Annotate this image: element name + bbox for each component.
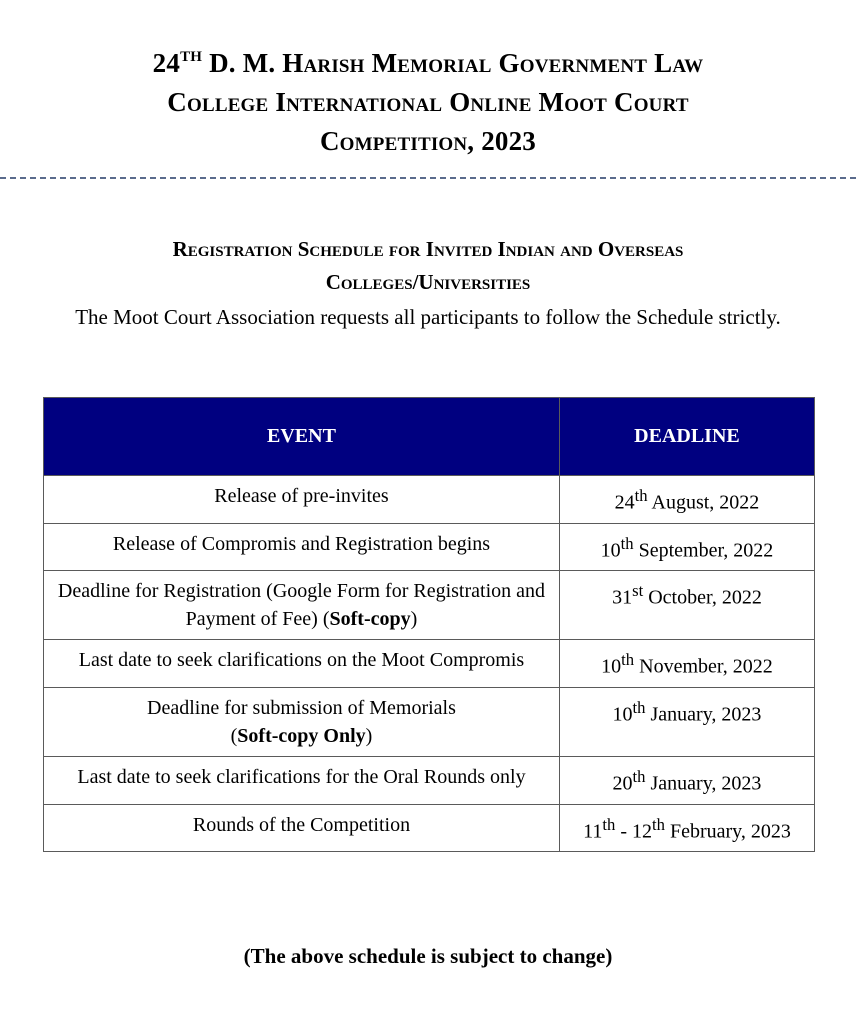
deadline-day-suffix: th — [602, 814, 616, 834]
deadline-end-suffix: th — [651, 814, 665, 834]
event-cell: Release of Compromis and Registration begins — [44, 523, 560, 571]
deadline-day-suffix: th — [632, 697, 646, 717]
deadline-rest: October, 2022 — [643, 586, 762, 609]
deadline-cell — [559, 476, 814, 524]
table-row — [44, 476, 815, 524]
deadline-column-header: DEADLINE — [559, 398, 814, 476]
deadline-cell — [559, 571, 814, 640]
event-cell: Rounds of the Competition — [44, 804, 560, 852]
deadline-day: 24 — [614, 491, 635, 514]
table-header-row — [44, 398, 815, 476]
edition-suffix: TH — [180, 49, 203, 65]
event-cell: Last date to seek clarifications for the Oral Rounds only — [44, 756, 560, 804]
table-row — [44, 756, 815, 804]
table-row — [44, 571, 815, 640]
deadline-rest: January, 2023 — [645, 772, 762, 795]
event-cell: Last date to seek clarifications on the Moot Compromis — [44, 640, 560, 688]
table-row — [44, 640, 815, 688]
deadline-day: 10 — [601, 655, 622, 678]
schedule-note: (The above schedule is subject to change) — [243, 944, 613, 968]
event-cell: Deadline for submission of Memorials (Soft-copy Only) — [44, 687, 560, 756]
event-column-header: EVENT — [44, 398, 560, 476]
deadline-rest: September, 2022 — [633, 539, 774, 562]
schedule-heading-line-2: Colleges/Universities — [325, 270, 531, 294]
event-cell — [44, 571, 560, 640]
deadline-day: 10 — [612, 703, 633, 726]
dashed-divider — [0, 177, 856, 179]
deadline-rest: January, 2023 — [645, 703, 762, 726]
deadline-day: 10 — [600, 539, 621, 562]
event-text: Deadline for Registration (Google Form for Registration and Payment of Fee) ( — [57, 580, 546, 631]
deadline-day-suffix: th — [620, 533, 634, 553]
deadline-cell — [559, 804, 814, 852]
event-emphasis: Soft-copy — [329, 608, 411, 631]
deadline-cell — [559, 640, 814, 688]
edition-number: 24 — [152, 48, 181, 78]
event-text: Deadline for submission of Memorials — [147, 696, 456, 719]
title-line-3: Competition, 2023 — [319, 126, 537, 156]
schedule-heading — [0, 233, 856, 299]
deadline-day: 31 — [612, 586, 633, 609]
schedule-table — [43, 397, 815, 852]
document-title — [0, 44, 856, 161]
intro-paragraph: The Moot Court Association requests all participants to follow the Schedule strictly. — [75, 305, 781, 329]
event-cell: Release of pre-invites — [44, 476, 560, 524]
deadline-day-suffix: th — [634, 486, 648, 505]
deadline-day: 20 — [612, 772, 633, 795]
deadline-cell — [559, 756, 814, 804]
schedule-heading-line-1: Registration Schedule for Invited Indian and Overseas — [172, 237, 684, 261]
deadline-rest: August, 2022 — [647, 491, 760, 514]
deadline-day-suffix: st — [632, 581, 644, 601]
deadline-cell — [559, 687, 814, 756]
deadline-day-suffix: th — [621, 650, 635, 670]
table-row — [44, 687, 815, 756]
event-emphasis: Soft-copy Only — [237, 724, 366, 747]
table-row — [44, 523, 815, 571]
event-text-end: ) — [410, 608, 418, 631]
deadline-rest: November, 2022 — [634, 655, 773, 678]
deadline-day: 11 — [583, 820, 603, 843]
deadline-rest: February, 2023 — [664, 820, 791, 843]
title-line-1 — [0, 44, 856, 83]
title-text-1: D. M. Harish Memorial Government Law — [209, 48, 704, 78]
deadline-mid: - 12 — [615, 820, 652, 843]
deadline-cell — [559, 523, 814, 571]
table-row — [44, 804, 815, 852]
deadline-day-suffix: th — [632, 766, 646, 786]
title-line-2: College International Online Moot Court — [167, 87, 689, 117]
